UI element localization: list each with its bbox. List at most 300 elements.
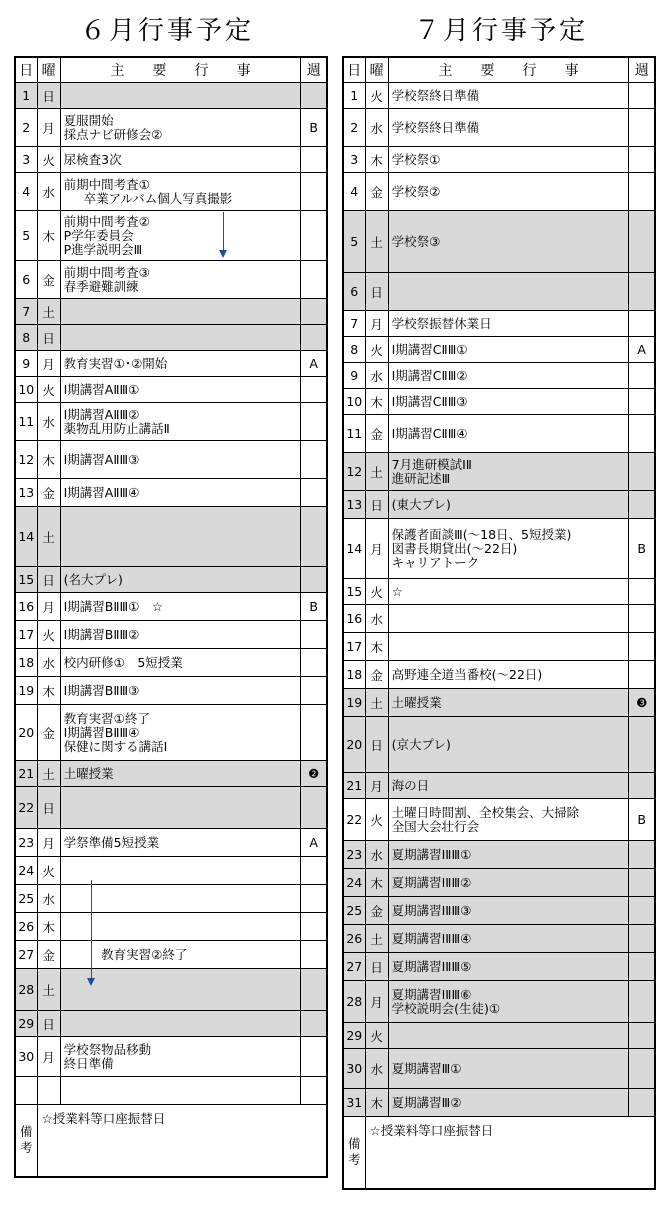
day-cell: 23 [15,829,37,857]
event-line: 夏期講習ⅠⅡⅢ① [391,846,472,862]
day-cell: 24 [15,857,37,885]
day-cell: 28 [15,969,37,1011]
week-cell: A [301,351,327,377]
table-row [343,1023,655,1049]
table-row [343,773,655,799]
events-cell [388,1023,629,1049]
events-cell [388,841,629,869]
events-cell [388,173,629,211]
events-cell [388,981,629,1023]
weekday-cell: 日 [365,491,388,519]
events-cell [388,897,629,925]
weekday-cell: 火 [365,799,388,841]
day-cell: 1 [343,83,365,109]
week-cell [301,969,327,1011]
event-line: 学校祭③ [391,233,441,249]
week-cell [301,787,327,829]
day-cell: 17 [343,633,365,661]
event-line: 前期中間考査② [63,213,150,229]
event-line: 教育実習②終了 [63,946,188,962]
week-cell: A [629,337,655,363]
day-cell: 21 [15,761,37,787]
events-cell [388,311,629,337]
table-header-row [343,57,655,83]
week-cell [301,649,327,677]
day-cell: 9 [15,351,37,377]
weekday-cell: 土 [365,453,388,491]
day-cell: 12 [15,441,37,479]
day-cell: 29 [15,1011,37,1037]
week-cell [301,147,327,173]
events-cell [60,941,301,969]
events-cell [60,787,301,829]
events-cell [60,649,301,677]
weekday-cell: 木 [37,913,60,941]
event-line: 保健に関する講話Ⅰ [63,738,168,754]
notes-row [343,1117,655,1189]
week-cell [629,389,655,415]
events-cell [60,83,301,109]
week-cell [301,83,327,109]
table-row [343,491,655,519]
day-cell: 18 [343,661,365,689]
events-cell [60,857,301,885]
day-cell: 3 [343,147,365,173]
day-cell: 20 [15,705,37,761]
event-line: 夏服開始 [63,112,114,128]
event-line: 学校祭終日準備 [391,119,480,135]
event-line: Ⅰ期講習BⅡⅢ② [63,626,140,642]
week-cell [629,273,655,311]
week-cell: A [301,829,327,857]
events-cell [388,453,629,491]
event-line: Ⅰ期講習AⅡⅢ① [63,381,140,397]
weekday-cell: 水 [365,841,388,869]
weekday-cell: 金 [365,415,388,453]
week-cell: B [301,109,327,147]
event-line: 学校祭② [391,183,441,199]
day-cell: 5 [343,211,365,273]
header-dow: 曜 [365,57,388,83]
events-cell [60,761,301,787]
week-cell [629,981,655,1023]
day-cell: 9 [343,363,365,389]
weekday-cell: 火 [365,1023,388,1049]
weekday-cell: 水 [37,173,60,211]
table-row [343,953,655,981]
june-title: ６月行事予定 [79,16,254,46]
event-line: 夏期講習Ⅲ① [391,1060,462,1076]
day-cell: 8 [15,325,37,351]
day-cell: 22 [343,799,365,841]
week-cell: B [629,799,655,841]
events-cell [60,147,301,173]
day-cell: 21 [343,773,365,799]
event-line: P学年委員会 [63,227,134,243]
day-cell: 13 [15,479,37,507]
july-schedule-panel [334,0,668,1219]
table-row [343,689,655,717]
events-cell [60,969,301,1011]
table-row [343,1089,655,1117]
table-row [343,869,655,897]
events-cell [60,829,301,857]
table-row [15,441,327,479]
weekday-cell: 月 [37,1037,60,1077]
notes-label-text: 備考 [20,1124,33,1156]
notes-label [343,1117,365,1189]
table-row [343,363,655,389]
week-cell [629,109,655,147]
events-cell [388,147,629,173]
week-cell [629,605,655,633]
event-line: 夏期講習Ⅲ② [391,1094,462,1110]
weekday-cell: 月 [365,981,388,1023]
day-cell: 7 [343,311,365,337]
table-row [15,1037,327,1077]
weekday-cell: 日 [37,567,60,593]
events-cell [60,1037,301,1077]
event-line: 教育実習①･②開始 [63,355,168,371]
weekday-cell: 日 [37,83,60,109]
events-cell [60,507,301,567]
weekday-cell: 火 [365,579,388,605]
event-line: (名大プレ) [63,571,123,587]
table-row [343,83,655,109]
events-cell [388,925,629,953]
header-day: 日 [15,57,37,83]
day-cell: 3 [15,147,37,173]
week-cell [301,913,327,941]
weekday-cell: 火 [37,621,60,649]
table-row [15,211,327,261]
weekday-cell: 土 [37,761,60,787]
event-line: 7月進研模試ⅠⅡ [391,456,472,472]
events-cell [60,621,301,649]
event-line: 春季避難訓練 [63,278,139,294]
notes-text: ☆授業料等口座振替日 [365,1117,655,1189]
event-line: Ⅰ期講習BⅡⅢ① ☆ [63,598,164,614]
day-cell: 24 [343,869,365,897]
day-cell: 2 [15,109,37,147]
table-row [15,885,327,913]
week-cell [629,925,655,953]
notes-label-text: 備考 [348,1136,361,1168]
event-line: Ⅰ期講習BⅡⅢ④ [63,724,140,740]
week-cell: B [629,519,655,579]
event-line: 前期中間考査③ [63,264,150,280]
weekday-cell: 火 [37,377,60,403]
table-row [15,147,327,173]
table-row [343,173,655,211]
day-cell: 14 [15,507,37,567]
event-line: 夏期講習ⅠⅡⅢ② [391,874,472,890]
weekday-cell: 土 [37,299,60,325]
table-row [15,261,327,299]
events-cell [388,415,629,453]
table-row [15,677,327,705]
events-cell [60,885,301,913]
events-cell [388,337,629,363]
table-row [15,829,327,857]
table-row [343,415,655,453]
table-row [15,787,327,829]
table-row [343,799,655,841]
week-cell [301,479,327,507]
weekday-cell: 土 [37,969,60,1011]
events-cell [388,689,629,717]
week-cell: B [301,593,327,621]
weekday-cell: 木 [365,869,388,897]
weekday-cell: 日 [365,273,388,311]
day-cell: 5 [15,211,37,261]
weekday-cell: 月 [37,351,60,377]
events-cell [388,605,629,633]
weekday-cell: 水 [365,605,388,633]
week-cell [301,1037,327,1077]
week-cell [629,633,655,661]
weekday-cell: 水 [365,363,388,389]
day-cell: 30 [15,1037,37,1077]
table-row [15,1011,327,1037]
day-cell: 17 [15,621,37,649]
event-line: 教育実習①終了 [63,710,150,726]
table-row [343,841,655,869]
weekday-cell: 日 [365,717,388,773]
notes-text: ☆授業料等口座振替日 [37,1105,327,1177]
event-line: 海の日 [391,777,430,793]
event-line: 学校祭終日準備 [391,87,480,103]
weekday-cell: 月 [37,593,60,621]
event-line: Ⅰ期講習CⅡⅢ① [391,341,468,357]
day-cell: 10 [15,377,37,403]
events-cell [60,479,301,507]
table-row [343,211,655,273]
event-line: 全国大会壮行会 [391,818,480,834]
day-cell: 25 [15,885,37,913]
weekday-cell: 木 [365,1089,388,1117]
event-line: 夏期講習ⅠⅡⅢ⑤ [391,958,472,974]
week-cell [301,507,327,567]
weekday-cell: 日 [365,953,388,981]
header-dow: 曜 [37,57,60,83]
table-row [15,1077,327,1105]
events-cell [60,1077,301,1105]
events-cell [388,661,629,689]
events-cell [60,567,301,593]
day-cell: 22 [15,787,37,829]
events-cell [388,1089,629,1117]
event-line: 尿検査3次 [63,151,122,167]
weekday-cell [37,1077,60,1105]
weekday-cell: 月 [37,109,60,147]
day-cell: 19 [15,677,37,705]
events-cell [388,869,629,897]
week-cell [629,83,655,109]
table-row [15,377,327,403]
weekday-cell: 月 [365,519,388,579]
day-cell: 4 [343,173,365,211]
event-line: 校内研修① 5短授業 [63,654,183,670]
week-cell [629,211,655,273]
table-row [343,147,655,173]
events-cell [60,1011,301,1037]
header-day: 日 [343,57,365,83]
event-line: (東大プレ) [391,496,451,512]
week-cell [301,299,327,325]
table-row [343,633,655,661]
week-cell [629,869,655,897]
event-line: 学祭準備5短授業 [63,834,160,850]
day-cell: 6 [15,261,37,299]
weekday-cell: 火 [37,857,60,885]
week-cell [301,173,327,211]
day-cell: 29 [343,1023,365,1049]
events-cell [60,705,301,761]
events-cell [60,351,301,377]
day-cell: 26 [343,925,365,953]
day-cell: 16 [343,605,365,633]
event-line: 夏期講習ⅠⅡⅢ③ [391,902,472,918]
events-cell [60,109,301,147]
weekday-cell: 木 [37,677,60,705]
down-arrow-icon [91,880,92,984]
events-cell [388,389,629,415]
table-row [15,761,327,787]
weekday-cell: 火 [37,147,60,173]
events-cell [388,799,629,841]
day-cell: 26 [15,913,37,941]
weekday-cell: 金 [37,479,60,507]
events-cell [388,953,629,981]
day-cell: 31 [343,1089,365,1117]
weekday-cell: 火 [365,337,388,363]
week-cell [301,441,327,479]
event-line: ☆ [391,583,403,599]
event-line: 学校祭振替休業日 [391,315,492,331]
day-cell: 27 [343,953,365,981]
week-cell [301,1011,327,1037]
weekday-cell: 水 [37,403,60,441]
events-cell [60,173,301,211]
events-cell [388,579,629,605]
day-cell: 16 [15,593,37,621]
notes-row [15,1105,327,1177]
table-row [343,717,655,773]
events-cell [60,299,301,325]
table-row [343,661,655,689]
day-cell: 2 [343,109,365,147]
weekday-cell: 土 [37,507,60,567]
notes-label [15,1105,37,1177]
event-line: 前期中間考査① [63,176,150,192]
table-row [15,941,327,969]
week-cell [629,491,655,519]
table-row [343,519,655,579]
table-row [343,605,655,633]
day-cell: 19 [343,689,365,717]
weekday-cell: 土 [365,689,388,717]
event-line: 終日準備 [63,1055,114,1071]
july-schedule-table [342,56,656,1190]
events-cell [388,519,629,579]
week-cell [301,567,327,593]
week-cell [629,1089,655,1117]
event-line: 卒業アルバム個人写真撮影 [83,190,233,206]
day-cell: 15 [15,567,37,593]
table-row [343,337,655,363]
june-schedule-table [14,56,328,1178]
header-week: 週 [629,57,655,83]
day-cell: 18 [15,649,37,677]
day-cell: 27 [15,941,37,969]
day-cell: 1 [15,83,37,109]
weekday-cell: 水 [37,649,60,677]
events-cell [388,363,629,389]
event-line: Ⅰ期講習CⅡⅢ② [391,367,468,383]
day-cell: 11 [343,415,365,453]
week-cell [629,311,655,337]
events-cell [60,913,301,941]
table-row [15,109,327,147]
event-line: 薬物乱用防止講話Ⅱ [63,420,170,436]
week-cell [301,403,327,441]
day-cell: 25 [343,897,365,925]
table-row [15,173,327,211]
events-cell [388,109,629,147]
day-cell: 14 [343,519,365,579]
down-arrow-icon [223,212,224,256]
event-line: 採点ナビ研修会② [63,126,163,142]
event-line: 保護者面談Ⅲ(～18日、5短授業) [391,526,572,542]
week-cell [629,415,655,453]
day-cell: 23 [343,841,365,869]
day-cell: 10 [343,389,365,415]
weekday-cell: 木 [37,441,60,479]
event-line: Ⅰ期講習AⅡⅢ④ [63,484,140,500]
event-line: 進研記述Ⅲ [391,470,451,486]
week-cell: ❸ [629,689,655,717]
table-row [15,479,327,507]
events-cell [60,377,301,403]
event-line: P進学説明会Ⅲ [63,241,143,257]
table-row [343,109,655,147]
events-cell [60,211,301,261]
table-row [343,579,655,605]
header-events: 主 要 行 事 [388,57,629,83]
week-cell [301,261,327,299]
table-row [15,351,327,377]
table-row [15,621,327,649]
weekday-cell: 木 [365,147,388,173]
weekday-cell: 日 [37,325,60,351]
day-cell: 20 [343,717,365,773]
weekday-cell: 月 [365,773,388,799]
event-line: 学校祭① [391,151,441,167]
events-cell [388,211,629,273]
event-line: 図書長期貸出(～22日) [391,540,518,556]
week-cell [629,773,655,799]
events-cell [60,593,301,621]
table-row [343,1049,655,1089]
week-cell [301,211,327,261]
event-line: 学校祭物品移動 [63,1041,152,1057]
table-row [15,325,327,351]
table-row [15,507,327,567]
events-cell [388,273,629,311]
weekday-cell: 木 [365,633,388,661]
event-line: 学校説明会(生徒)① [391,1000,501,1016]
